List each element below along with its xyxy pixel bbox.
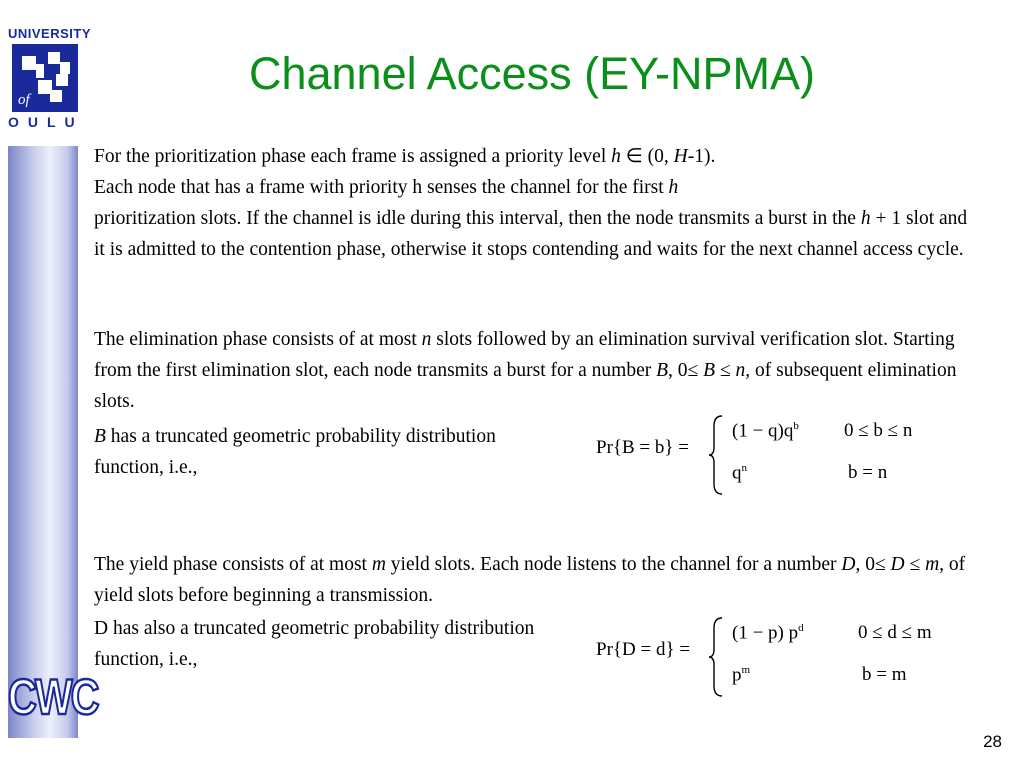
- university-logo-mark-icon: [12, 44, 78, 112]
- text-run: For the prioritization phase each frame is assigned a priority level: [94, 146, 612, 167]
- left-brace-icon: [708, 616, 724, 698]
- math-D: D: [841, 554, 856, 575]
- expr: (1 − p) p: [732, 622, 799, 644]
- math-h: h: [668, 177, 679, 198]
- sidebar-decoration: [8, 146, 98, 738]
- text-run: -1).: [687, 146, 716, 167]
- left-brace-icon: [708, 414, 724, 496]
- case-2-condition: b = n: [848, 462, 888, 483]
- text-run: prioritization slots. If the channel is idle during this interval, then the node transmits a burst in the: [94, 208, 861, 229]
- cwc-badge: CWC: [8, 670, 98, 726]
- case-1-condition: 0 ≤ d ≤ m: [858, 622, 932, 643]
- logo-of-text: of: [18, 92, 30, 108]
- math-m: m,: [925, 554, 945, 575]
- text-run: + 1 slot and it is admitted to the contention phase, otherwise it stops contending and waits for the next channel access cycle.: [94, 208, 968, 260]
- math-H: H: [673, 146, 688, 167]
- case-1-expression: [732, 420, 799, 442]
- exponent: d: [798, 622, 804, 634]
- case-2-expression: [732, 462, 747, 484]
- exponent: n: [741, 462, 747, 474]
- expr: (1 − q)q: [732, 420, 794, 442]
- math-m: m: [371, 554, 386, 575]
- text-run: of subsequent elimination slots.: [94, 360, 957, 412]
- prioritization-paragraph: [94, 141, 974, 265]
- case-1-condition: 0 ≤ b ≤ n: [844, 420, 913, 441]
- exponent: m: [741, 664, 751, 676]
- math-h: h: [860, 208, 871, 229]
- university-logo-top-text: UNIVERSITY: [8, 26, 92, 41]
- equation-lhs: Pr{B = b} =: [596, 437, 689, 458]
- distribution-description-D: D has also a truncated geometric probability distribution function, i.e.,: [94, 618, 535, 670]
- case-2-expression: [732, 664, 750, 686]
- text-run: ≤: [715, 360, 736, 381]
- case-2-condition: b = m: [862, 664, 907, 685]
- text-run: yield slots. Each node listens to the channel for a number: [385, 554, 842, 575]
- text-run: (0,: [647, 146, 674, 167]
- text-run: The yield phase consists of at most: [94, 554, 372, 575]
- math-n: n: [421, 329, 432, 350]
- page-number: 28: [983, 732, 1002, 751]
- text-run: has a truncated geometric probability distribution function, i.e.,: [94, 426, 496, 478]
- distribution-description-B: [94, 421, 554, 483]
- element-of-symbol: ∈: [620, 146, 648, 167]
- text-run: , 0≤: [855, 554, 891, 575]
- slide-title: Channel Access (EY-NPMA): [248, 48, 816, 99]
- elimination-paragraph: [94, 324, 974, 417]
- university-logo-bottom-text: OULU: [8, 114, 84, 130]
- math-B: B: [94, 426, 106, 447]
- math-B: B: [656, 360, 669, 381]
- text-run: , 0≤: [668, 360, 704, 381]
- expr: p: [732, 664, 742, 686]
- yield-paragraph: [94, 549, 974, 611]
- text-run: Each node that has a frame with priority h senses the channel for the first: [94, 177, 669, 198]
- text-run: ≤: [904, 554, 926, 575]
- math-B: B: [703, 360, 716, 381]
- probability-equation-D: [596, 614, 976, 704]
- math-D: D: [890, 554, 905, 575]
- math-h: h: [611, 146, 621, 167]
- expr: q: [732, 462, 742, 484]
- equation-lhs: Pr{D = d} =: [596, 639, 691, 660]
- text-run: of yield slots before beginning a transmission.: [94, 554, 966, 606]
- case-1-expression: [732, 622, 804, 644]
- text-run: slots followed by an elimination survival verification slot. Starting from the first elimination slot, each node transmits a burst for a number: [94, 329, 955, 381]
- math-n: n,: [735, 360, 751, 381]
- text-run: The elimination phase consists of at most: [94, 329, 422, 350]
- probability-equation-B: [596, 412, 976, 502]
- exponent: b: [793, 420, 799, 432]
